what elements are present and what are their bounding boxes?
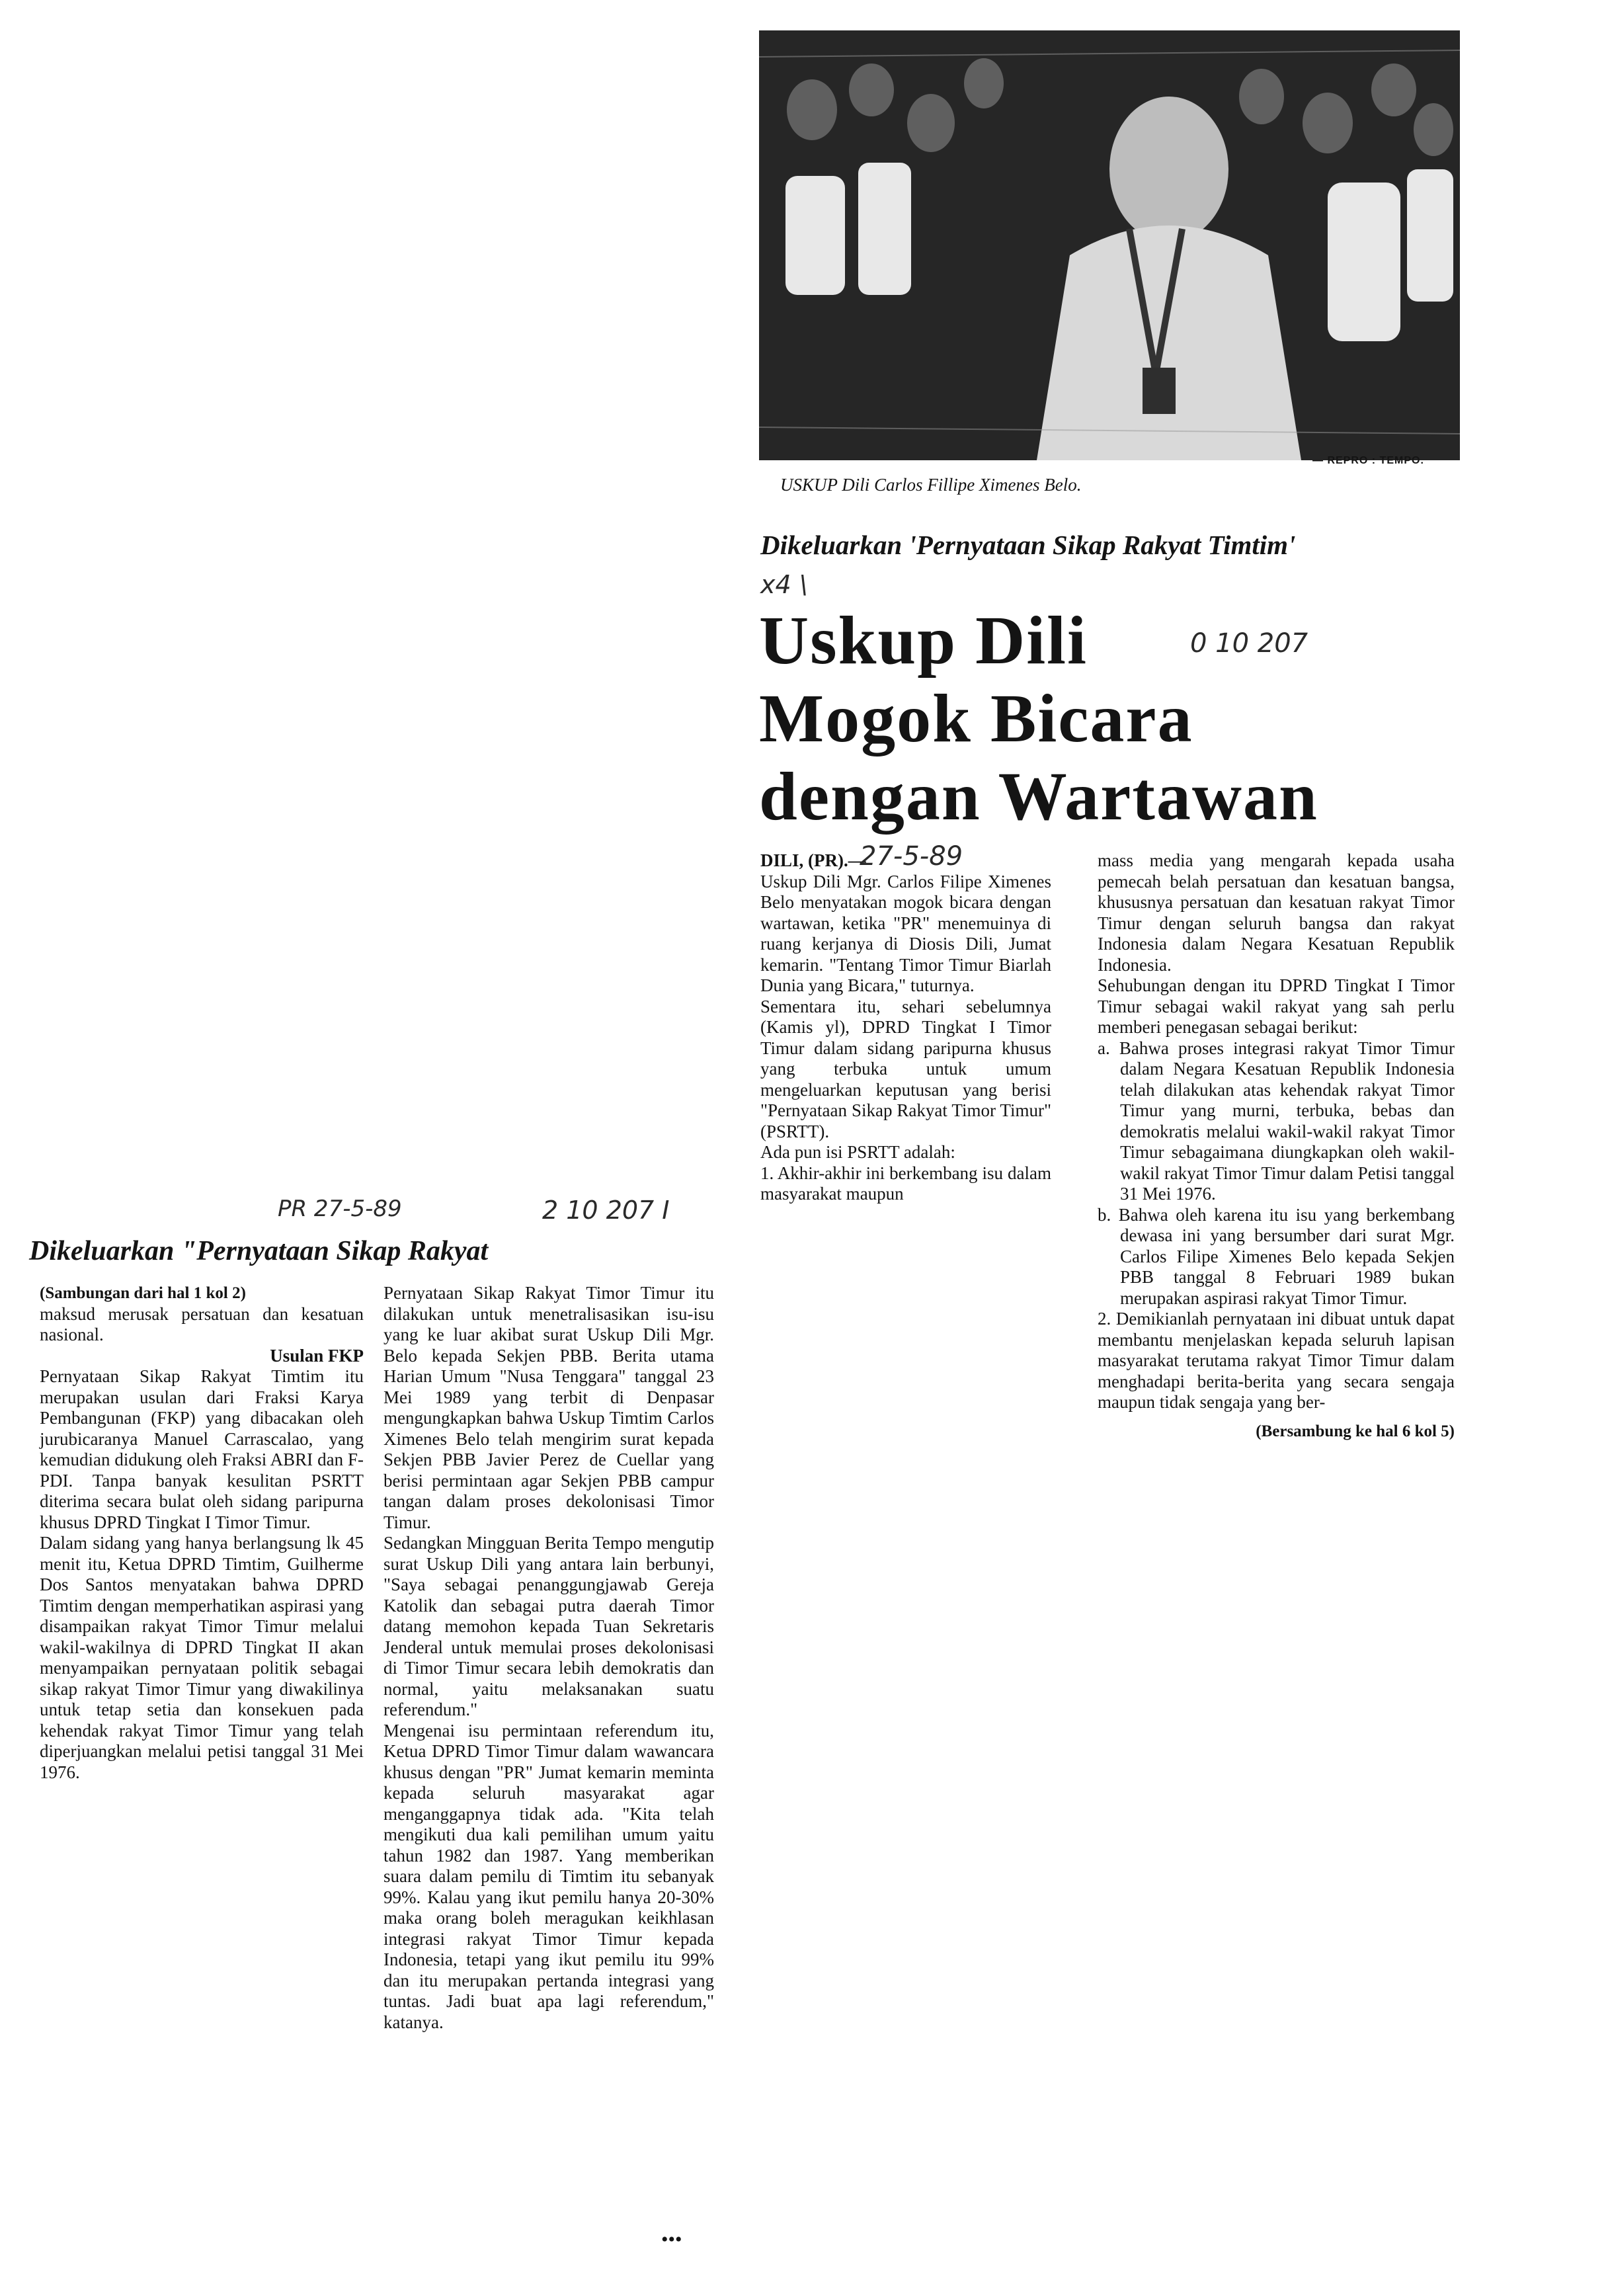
paragraph: Sedangkan Mingguan Berita Tempo mengutip surat Uskup Dili yang antara lain berbunyi, "Saya sebagai penanggungjawab Gereja Katolik dan sebagai putra daerah Timor datang memohon kepada Tuan Sekretaris Jenderal untuk memulai proses dekolonisasi di Timor Timur secara lebih demokratis dan normal, yaitu melaksanakan suatu referendum." (383, 1533, 714, 1719)
headline-line-2: Mogok Bicara (759, 680, 1193, 757)
handwritten-mark: x4 \ (760, 570, 808, 599)
paragraph: Dalam sidang yang hanya berlangsung lk 45 menit itu, Ketua DPRD Timtim, Guilherme Dos Santos menyatakan bahwa DPRD Timtim dengan memperhatikan aspirasi yang disampaikan rakyat Timor Timur melalui wakil-wakilnya di DPRD Tingkat II akan menyampaikan pernyataan politik sebagai sikap rakyat Timor Timur yang diwakilinya untuk tetap setia dan konsekuen pada kehendak rakyat Timor Timur yang telah diperjuangkan melalui petisi tanggal 31 Mei 1976. (40, 1533, 364, 1782)
headline-line-3: dengan Wartawan (759, 758, 1318, 835)
continuation-note: (Bersambung ke hal 6 kol 5) (1256, 1422, 1455, 1440)
list-item: b. Bahwa oleh karena itu isu yang berkembang dewasa ini yang bersumber dari surat Mgr. Carlos Filipe Ximenes Belo kepada Sekjen PBB tanggal 8 Februari 1989 bukan merupakan aspirasi rakyat Timor Timur. (1098, 1204, 1455, 1308)
paragraph: Sementara itu, sehari sebelumnya (Kamis yl), DPRD Tingkat I Timor Timur dalam sidang paripurna khusus yang terbuka untuk umum mengeluarkan keputusan yang berisi "Pernyataan Sikap Rakyat Timor Timur" (PSRTT). (760, 996, 1051, 1141)
main-kicker: Dikeluarkan 'Pernyataan Sikap Rakyat Timtim' (760, 530, 1296, 560)
paragraph: Uskup Dili Mgr. Carlos Filipe Ximenes Belo menyatakan mogok bicara dengan wartawan, ketika "PR" menemuinya di ruang kerjanya di Diosis Dili, Jumat kemarin. "Tentang Timor Timur Biarlah Dunia yang Bicara," tuturnya. (760, 871, 1051, 995)
paragraph: Pernyataan Sikap Rakyat Timtim itu merupakan usulan dari Fraksi Karya Pembangunan (FKP) yang dibacakan oleh jurubicaranya Manuel Carrascalao, yang kemudian didukung oleh Fraksi ABRI dan F-PDI. Tanpa banyak kesulitan PSRTT diterima secara bulat oleh sidang paripurna khusus DPRD Tingkat I Timor Timur. (40, 1366, 364, 1532)
paragraph: mass media yang mengarah kepada usaha pemecah belah persatuan dan kesatuan bangsa, khususnya persatuan dan kesatuan rakyat Timor Timur dengan seluruh bangsa dan rakyat Indonesia dalam Negara Kesatuan Republik Indonesia. (1098, 850, 1455, 975)
subheading: Usulan FKP (270, 1345, 364, 1366)
handwritten-note: 0 10 207 (1190, 628, 1308, 659)
list-item: a. Bahwa proses integrasi rakyat Timor Timur dalam Negara Kesatuan Republik Indonesia telah dilakukan atas kehendak rakyat Timor Timur yang murni, terbuka, bebas dan demokratis melalui wakil-wakil rakyat Timor Timur sebagaimana diungkapkan oleh wakil-wakil rakyat Timor Timur dalam Petisi tanggal 31 Mei 1976. (1098, 1038, 1455, 1204)
cont-column-1 (40, 1283, 364, 1783)
photo-credit: — REPRO : TEMPO. (1312, 455, 1424, 466)
photo-bishop (759, 30, 1460, 460)
cont-kicker: Dikeluarkan "Pernyataan Sikap Rakyat (29, 1236, 489, 1266)
end-mark: ••• (661, 2229, 682, 2250)
photo-image (759, 30, 1460, 460)
handwritten-date: 27-5-89 (860, 841, 963, 872)
paragraph: maksud merusak persatuan dan kesatuan nasional. (40, 1303, 364, 1344)
cont-column-2 (383, 1283, 714, 2033)
paragraph: Ada pun isi PSRTT adalah: (760, 1142, 955, 1162)
handwritten-left-number: 2 10 207 I (542, 1196, 670, 1225)
paragraph: 1. Akhir-akhir ini berkembang isu dalam masyarakat maupun (760, 1163, 1051, 1204)
paragraph: 2. Demikianlah pernyataan ini dibuat untuk dapat membantu menjelaskan kepada seluruh lapisan masyarakat terutama rakyat Timor Timur dalam menghadapi berita-berita yang secara sengaja maupun tidak sengaja yang ber- (1098, 1309, 1455, 1412)
handwritten-left-date: PR 27-5-89 (278, 1196, 402, 1222)
main-column-2 (1098, 850, 1455, 1442)
paragraph: Sehubungan dengan itu DPRD Tingkat I Timor Timur sebagai wakil rakyat yang sah perlu memberi penegasan sebagai berikut: (1098, 975, 1455, 1037)
main-column-1 (760, 850, 1051, 1205)
source-note: (Sambungan dari hal 1 kol 2) (40, 1284, 246, 1302)
paragraph: Pernyataan Sikap Rakyat Timor Timur itu dilakukan untuk menetralisasikan isu-isu yang ke luar akibat surat Uskup Dili Mgr. Belo kepada Sekjen PBB. Berita utama Harian Umum "Nusa Tenggara" tanggal 23 Mei 1989 yang terbit di Denpasar mengungkapkan bahwa Uskup Timtim Carlos Ximenes Belo telah mengirim surat kepada Sekjen PBB Javier Perez de Cuellar yang berisi permintaan agar Sekjen PBB campur tangan dalam proses dekolonisasi Timor Timur. (383, 1283, 714, 1532)
dateline: DILI, (PR).— (760, 850, 866, 870)
paragraph: Mengenai isu permintaan referendum itu, Ketua DPRD Timor Timur dalam wawancara khusus dengan "PR" Jumat kemarin meminta kepada seluruh masyarakat agar menganggapnya tidak ada. "Kita telah mengikuti dua kali pemilihan umum yaitu tahun 1982 dan 1987. Yang memberikan suara dalam pemilu di Timtim itu sebanyak 99%. Kalau yang ikut pemilu hanya 20-30% maka orang boleh meragukan keikhlasan integrasi rakyat Timor Timur kepada Indonesia, tetapi yang ikut pemilu itu 99% dan itu merupakan pertanda integrasi yang tuntas. Jadi buat apa lagi referendum," katanya. (383, 1720, 714, 2032)
photo-caption: USKUP Dili Carlos Fillipe Ximenes Belo. (780, 475, 1082, 495)
headline-line-1: Uskup Dili (759, 602, 1088, 678)
